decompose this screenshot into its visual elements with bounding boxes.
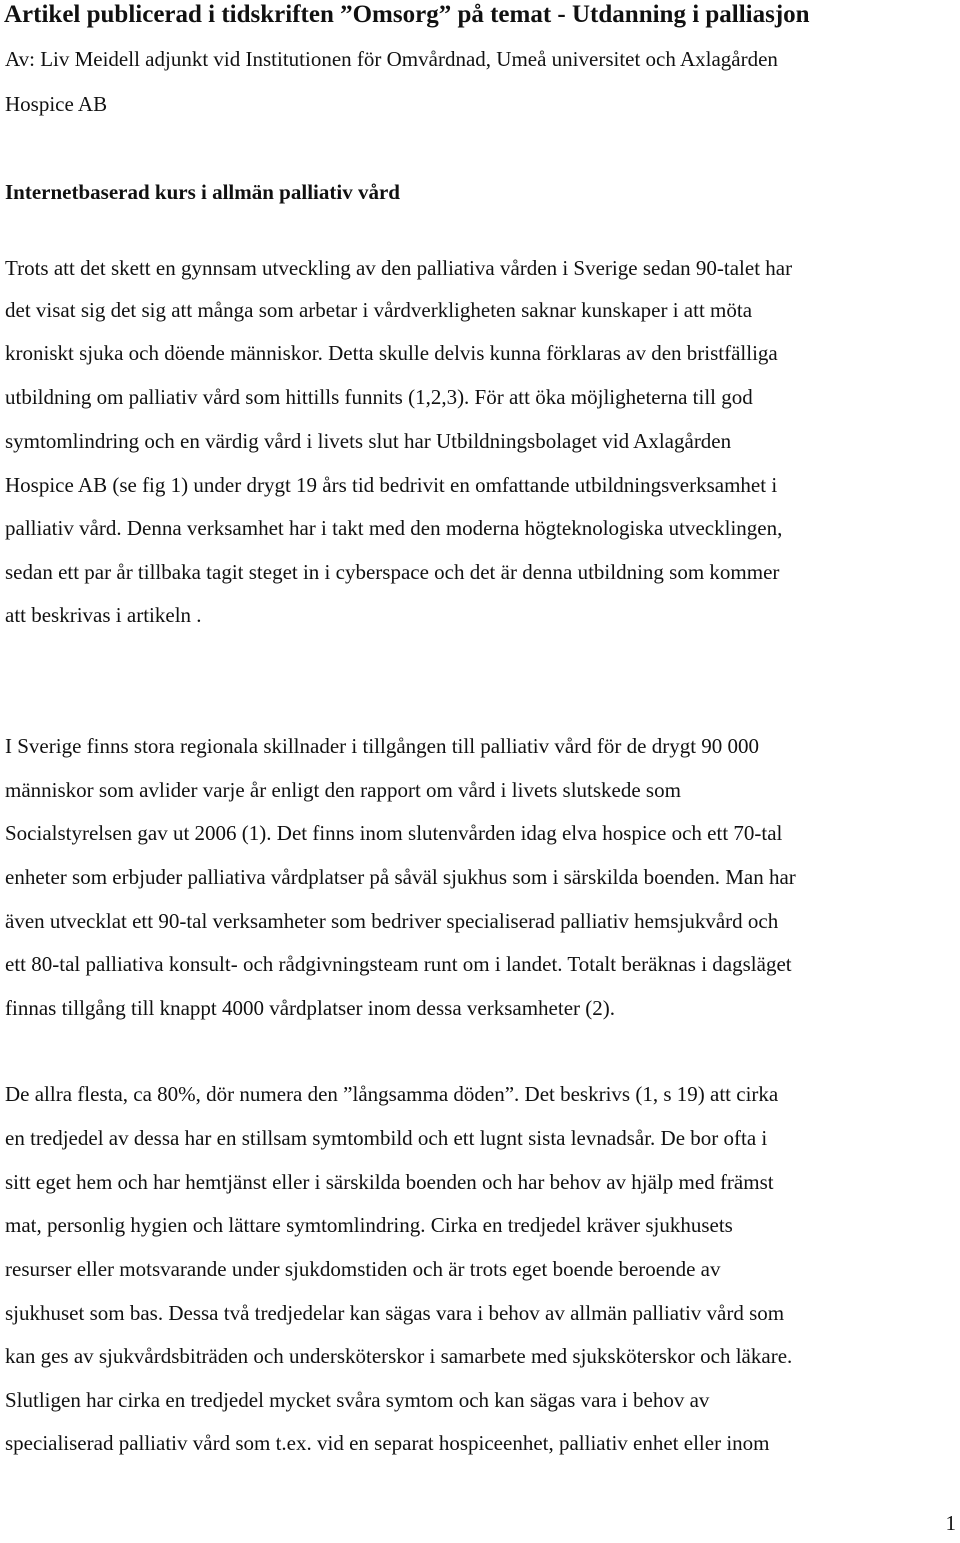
paragraph-1-line: Trots att det skett en gynnsam utveckling av den palliativa vården i Sverige sedan 90-talet har [5, 256, 793, 280]
paragraph-3-line: sitt eget hem och har hemtjänst eller i särskilda boenden och har behov av hjälp med främst [5, 1170, 774, 1194]
paragraph-2-line: enheter som erbjuder palliativa vårdplatser på såväl sjukhus som i särskilda boenden. Man har [5, 865, 796, 889]
page-number: 1 [945, 1511, 956, 1535]
byline-line-1: Av: Liv Meidell adjunkt vid Institutionen för Omvårdnad, Umeå universitet och Axlagården [5, 47, 778, 71]
byline-line-2: Hospice AB [5, 92, 108, 116]
section-heading: Internetbaserad kurs i allmän palliativ vård [5, 180, 400, 204]
paragraph-1-line: sedan ett par år tillbaka tagit steget in i cyberspace och det är denna utbildning som kommer [5, 560, 780, 584]
paragraph-1-line: utbildning om palliativ vård som hittills funnits (1,2,3). För att öka möjligheterna till god [5, 385, 753, 409]
paragraph-2-line: ett 80-tal palliativa konsult- och rådgivningsteam runt om i landet. Totalt beräknas i dagsläget [5, 952, 792, 976]
paragraph-3-line: Slutligen har cirka en tredjedel mycket svåra symtom och kan sägas vara i behov av [5, 1388, 710, 1412]
paragraph-3-line: sjukhuset som bas. Dessa två tredjedelar kan sägas vara i behov av allmän palliativ vård som [5, 1301, 785, 1325]
paragraph-3-line: en tredjedel av dessa har en stillsam symtombild och ett lugnt sista levnadsår. De bor ofta i [5, 1126, 768, 1150]
paragraph-2-line: finnas tillgång till knappt 4000 vårdplatser inom dessa verksamheter (2). [5, 996, 616, 1020]
paragraph-3-line: specialiserad palliativ vård som t.ex. vid en separat hospiceenhet, palliativ enhet eller inom [5, 1431, 770, 1455]
paragraph-2-line: även utvecklat ett 90-tal verksamheter som bedriver specialiserad palliativ hemsjukvård och [5, 909, 779, 933]
paragraph-2-line: människor som avlider varje år enligt den rapport om vård i livets slutskede som [5, 778, 681, 802]
paragraph-3-line: mat, personlig hygien och lättare symtomlindring. Cirka en tredjedel kräver sjukhusets [5, 1213, 733, 1237]
paragraph-1-line: det visat sig det sig att många som arbetar i vårdverkligheten saknar kunskaper i att möta [5, 298, 753, 322]
paragraph-1-line: kroniskt sjuka och döende människor. Detta skulle delvis kunna förklaras av den bristfälliga [5, 341, 778, 365]
paragraph-2-line: Socialstyrelsen gav ut 2006 (1). Det finns inom slutenvården idag elva hospice och ett 70-tal [5, 821, 783, 845]
paragraph-1-line: symtomlindring och en värdig vård i livets slut har Utbildningsbolaget vid Axlagården [5, 429, 732, 453]
paragraph-3-line: De allra flesta, ca 80%, dör numera den ”långsamma döden”. Det beskrivs (1, s 19) att cirka [5, 1082, 779, 1106]
paragraph-3-line: kan ges av sjukvårdsbiträden och undersköterskor i samarbete med sjuksköterskor och läkare. [5, 1344, 793, 1368]
paragraph-2-line: I Sverige finns stora regionala skillnader i tillgången till palliativ vård för de drygt 90 000 [5, 734, 760, 758]
paragraph-1-line: palliativ vård. Denna verksamhet har i takt med den moderna högteknologiska utvecklingen, [5, 516, 783, 540]
paragraph-1-line: Hospice AB (se fig 1) under drygt 19 års tid bedrivit en omfattande utbildningsverksamhet i [5, 473, 778, 497]
paragraph-1-line: att beskrivas i artikeln . [5, 603, 202, 627]
article-title: Artikel publicerad i tidskriften ”Omsorg” på temat - Utdanning i palliasjon [4, 1, 810, 28]
paragraph-3-line: resurser eller motsvarande under sjukdomstiden och är trots eget boende beroende av [5, 1257, 721, 1281]
